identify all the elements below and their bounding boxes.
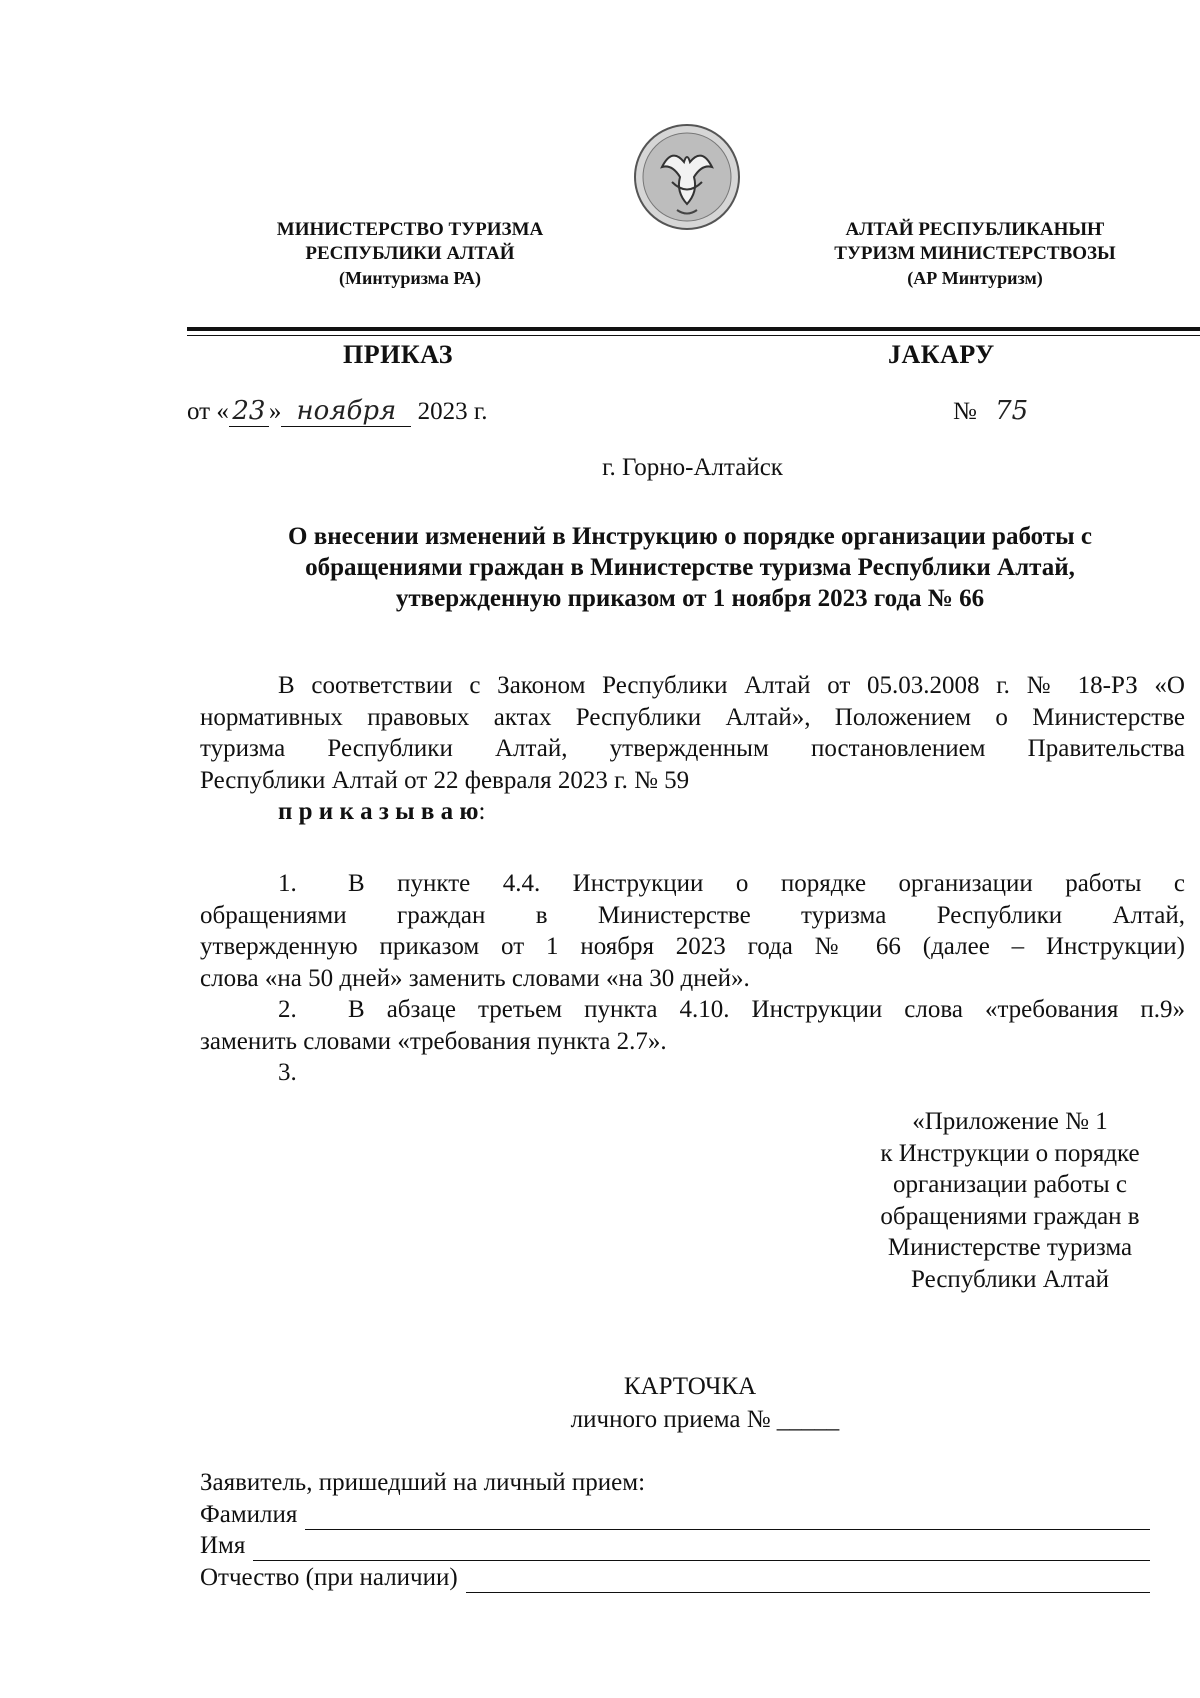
order-items (200, 868, 1185, 1089)
decree-line (200, 796, 1185, 828)
city: г. Горно-Алтайск (602, 454, 783, 481)
surname-label: Фамилия (200, 1501, 298, 1528)
appendix-line3: организации работы с (892, 1171, 1128, 1198)
preamble-line3: туризма Республики Алтай, утвержденным постановлением Правительства (200, 735, 1185, 762)
item1-line1 (200, 868, 1185, 900)
surname-field[interactable] (200, 1500, 1150, 1530)
appendix-note (845, 1106, 1175, 1295)
ministry-name-line1: МИНИСТЕРСТВО ТУРИЗМА (276, 219, 544, 240)
order-number (953, 396, 1028, 427)
item2-number: 2. (278, 996, 297, 1023)
item2-text1: В абзаце третьем пункта 4.10. Инструкции слова «требования п.9» (348, 996, 1185, 1023)
appendix-line5: Министерстве туризма (887, 1234, 1133, 1261)
item2-line2: заменить словами «требования пункта 2.7». (200, 1027, 667, 1055)
order-label-ru: ПРИКАЗ (343, 340, 454, 369)
ministry-abbrev: (Минтуризма РА) (338, 268, 481, 288)
ministry-header-altai (815, 218, 1135, 290)
item1-line2: обращениями граждан в Министерстве туризма Республики Алтай, (200, 901, 1185, 929)
ministry-altai-abbrev: (АР Минтуризм) (907, 268, 1043, 288)
item1-line4: слова «на 50 дней» заменить словами «на 30 дней». (200, 964, 750, 992)
date-year: 2023 г. (417, 398, 488, 425)
ministry-altai-line2: ТУРИЗМ МИНИСТЕРСТВОЗЫ (834, 243, 1116, 264)
date-prefix: от « (187, 398, 229, 425)
appendix-line1: «Приложение № 1 (912, 1108, 1108, 1135)
preamble-line2: нормативных правовых актах Республики Алтай», Положением о Министерстве (200, 703, 1185, 731)
item1-text1: В пункте 4.4. Инструкции о порядке организации работы с (348, 870, 1185, 897)
order-label-altai: JАКАРУ (888, 340, 995, 369)
patronymic-blank-line[interactable] (466, 1570, 1150, 1593)
number-handwritten: 75 (995, 396, 1029, 426)
item3-number: 3. (278, 1059, 297, 1086)
coat-of-arms-emblem (632, 122, 742, 232)
name-label: Имя (200, 1532, 246, 1559)
date-month-handwritten: ноября (281, 396, 411, 427)
decree-colon: : (478, 798, 486, 825)
item1-line3: утвержденную приказом от 1 ноября 2023 года № 66 (далее – Инструкции) (200, 933, 1185, 960)
appendix-line4: обращениями граждан в (880, 1202, 1140, 1230)
decree-word: п р и к а з ы в а ю (278, 798, 479, 825)
name-blank-line[interactable] (253, 1538, 1150, 1561)
order-date: от « 23 » ноября 2023 г. (187, 396, 488, 426)
patronymic-label: Отчество (при наличии) (200, 1564, 458, 1591)
date-day-handwritten: 23 (229, 396, 269, 427)
title-line1: О внесении изменений в Инструкцию о порядке организации работы с (288, 523, 1092, 550)
name-field[interactable] (200, 1531, 1150, 1561)
header-divider-thick (187, 327, 1200, 331)
ministry-header-ru (260, 218, 560, 290)
card-subtitle: личного приема № _____ (570, 1406, 840, 1433)
appendix-line2: к Инструкции о порядке (880, 1139, 1140, 1167)
card-title: КАРТОЧКА (623, 1373, 757, 1400)
applicant-label: Заявитель, пришедший на личный прием: (200, 1469, 646, 1496)
ministry-name-line2: РЕСПУБЛИКИ АЛТАЙ (305, 243, 515, 264)
preamble-line4: Республики Алтай от 22 февраля 2023 г. № 59 (200, 766, 690, 794)
preamble-paragraph (200, 670, 1185, 828)
patronymic-field[interactable] (200, 1563, 1150, 1593)
preamble-line1: В соответствии с Законом Республики Алтай от 05.03.2008 г. № 18-РЗ «О (278, 672, 1185, 699)
document-title (210, 521, 1170, 614)
header-divider-thin (187, 335, 1200, 336)
item3-line1 (200, 1057, 1185, 1089)
ministry-altai-line1: АЛТАЙ РЕСПУБЛИКАНЫҤ (845, 219, 1105, 240)
number-prefix: № (953, 398, 977, 425)
appendix-line6: Республики Алтай (911, 1265, 1109, 1293)
item2-line1 (200, 994, 1185, 1026)
title-line3: утвержденную приказом от 1 ноября 2023 года № 66 (395, 585, 985, 612)
surname-blank-line[interactable] (305, 1507, 1150, 1530)
item1-number: 1. (278, 870, 297, 897)
title-line2: обращениями граждан в Министерстве туризма Республики Алтай, (305, 554, 1075, 581)
